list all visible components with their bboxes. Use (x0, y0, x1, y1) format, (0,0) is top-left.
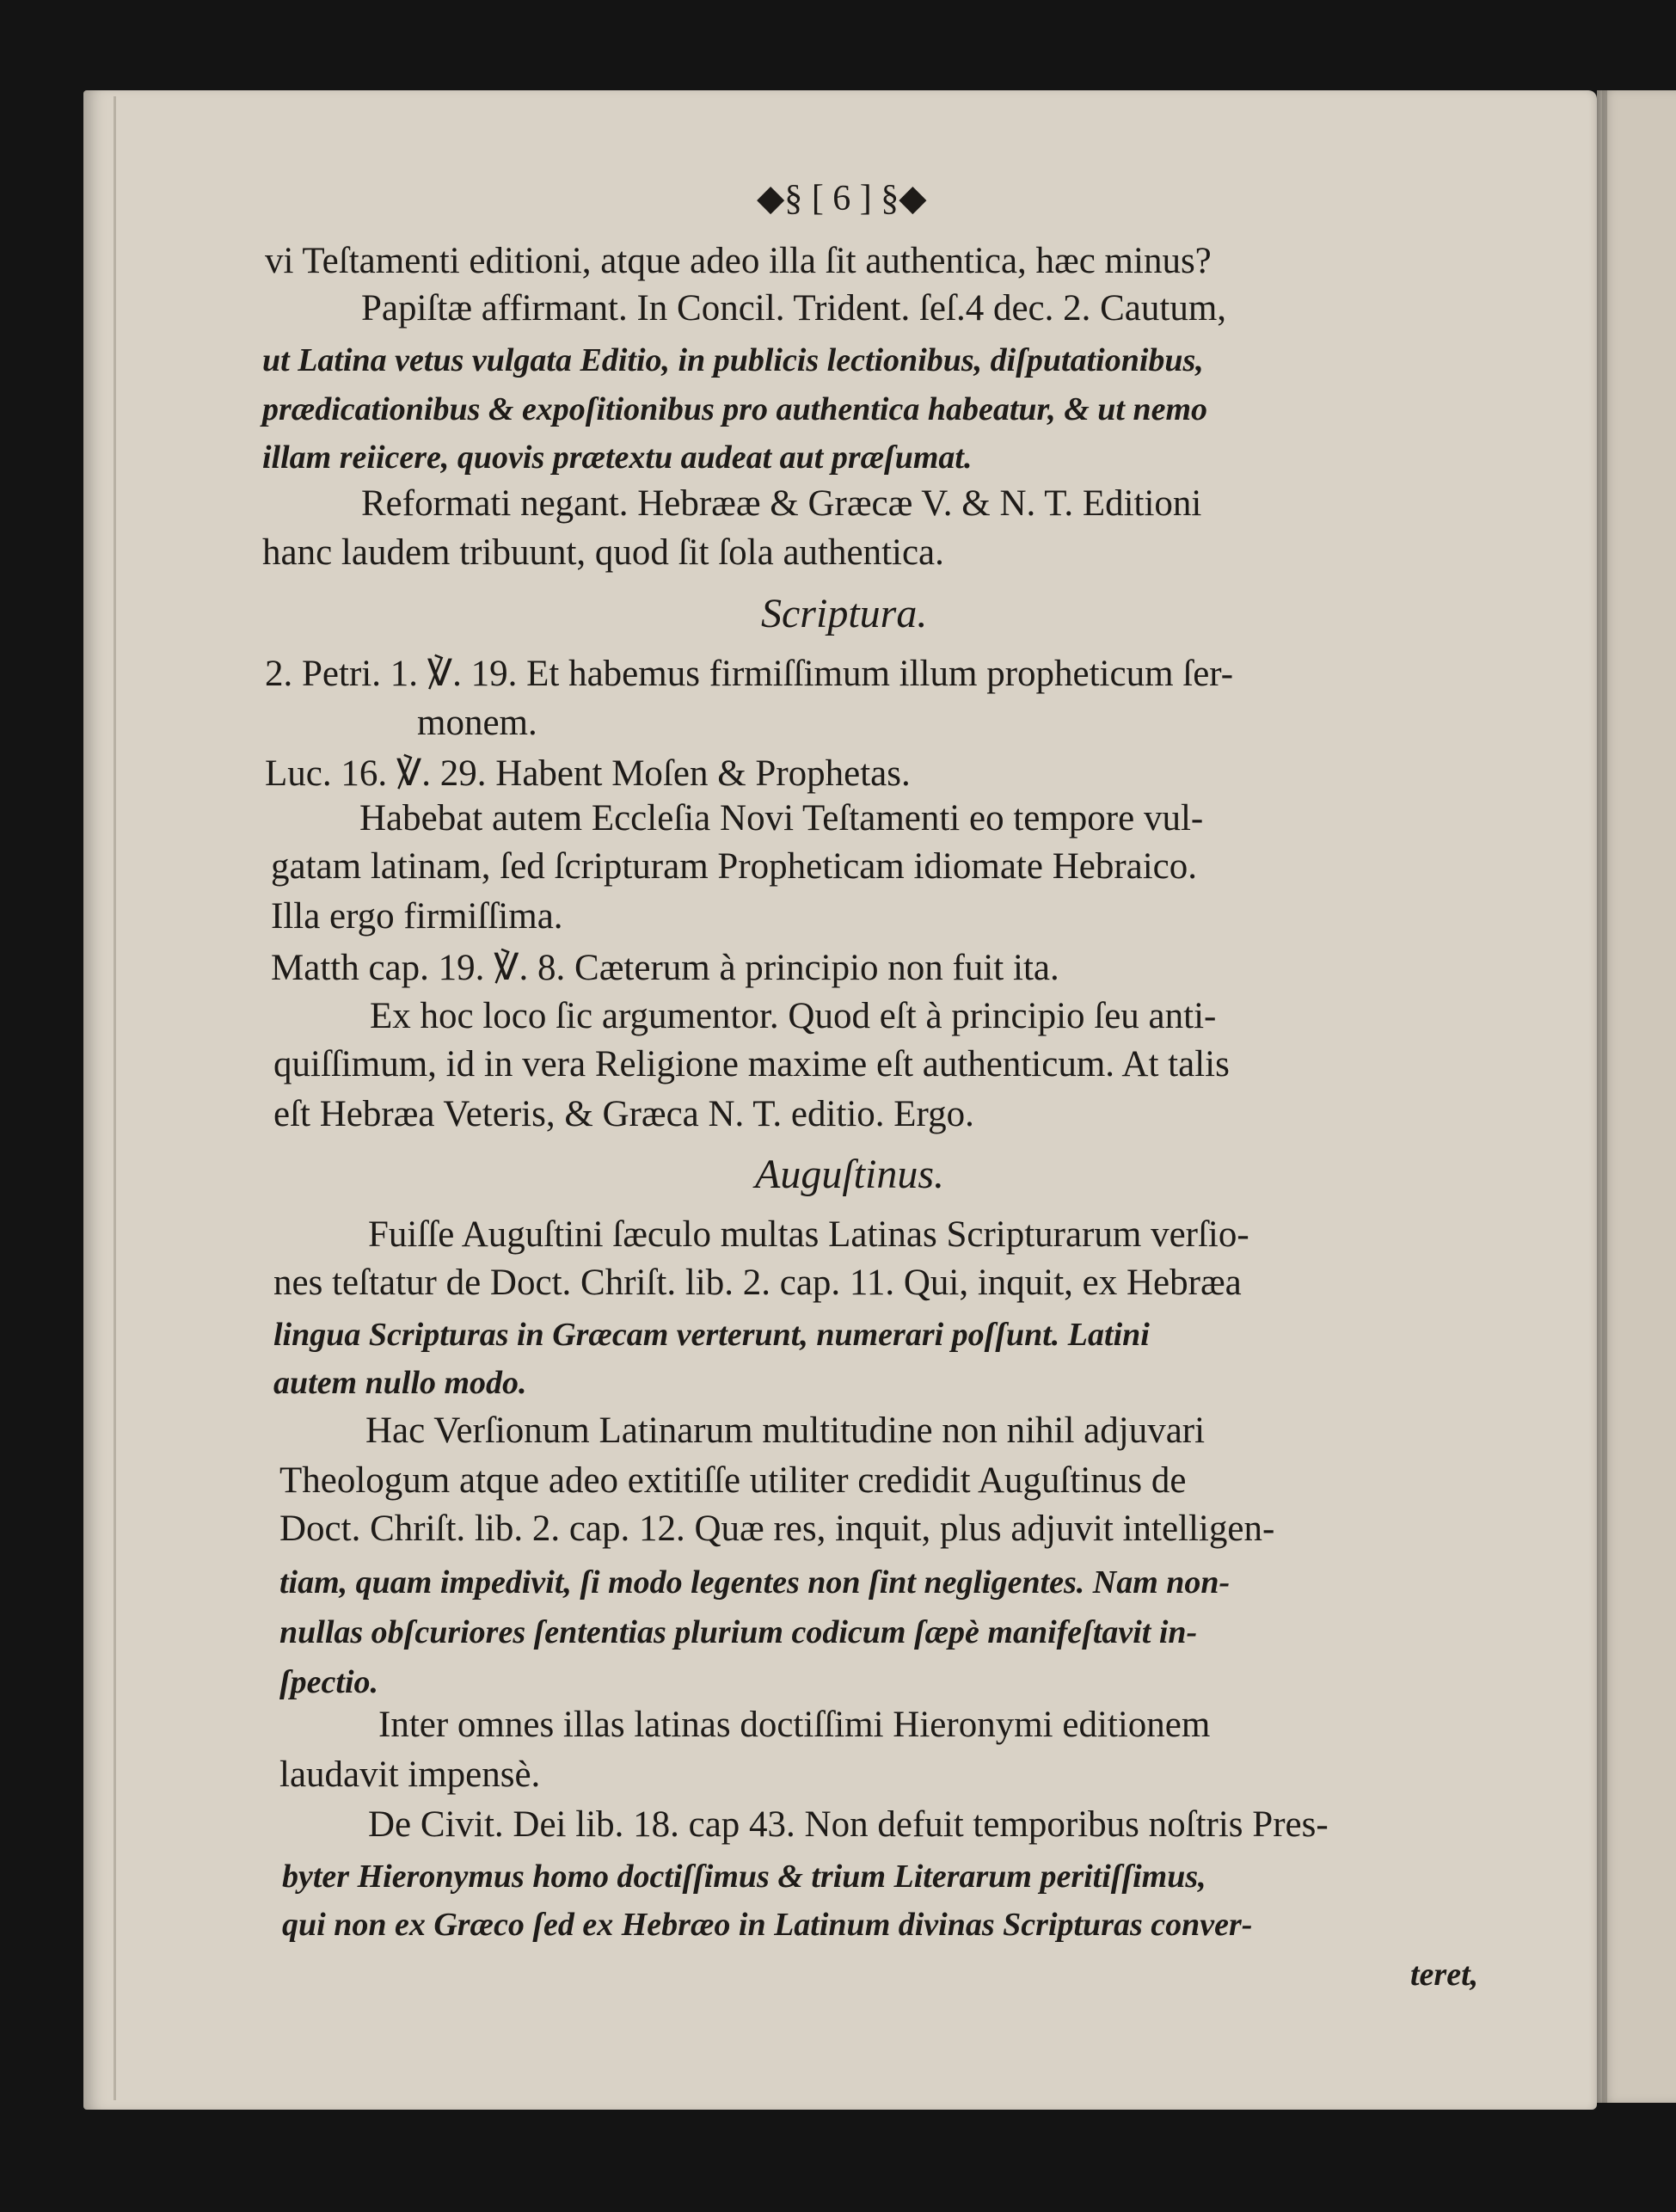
ornament-right: §◆ (881, 179, 927, 218)
text-line: laudavit impensè. (279, 1754, 541, 1795)
text-line: Luc. 16. ℣. 29. Habent Moſen & Prophetas. (265, 753, 911, 794)
text-line-italic: prædicationibus & expoſitionibus pro authentica habeatur, & ut nemo (262, 391, 1208, 427)
text-line: gatam latinam, ſed ſcripturam Propheticam idiomate Hebraico. (271, 846, 1198, 887)
section-heading-scriptura: Scriptura. (761, 591, 928, 636)
section-heading-augustinus: Auguſtinus. (755, 1152, 945, 1197)
text-line: Hac Verſionum Latinarum multitudine non nihil adjuvari (365, 1410, 1206, 1451)
text-line: nes teſtatur de Doct. Chriſt. lib. 2. cap. 11. Qui, inquit, ex Hebræa (273, 1263, 1242, 1303)
ornament-left: ◆§ (757, 179, 803, 218)
text-line: 2. Petri. 1. ℣. 19. Et habemus firmiſſimum illum propheticum ſer- (265, 654, 1234, 694)
text-line: eſt Hebræa Veteris, & Græca N. T. editio. Ergo. (273, 1094, 974, 1134)
text-line: Habebat autem Eccleſia Novi Teſtamenti eo tempore vul- (359, 798, 1204, 839)
text-line: De Civit. Dei lib. 18. cap 43. Non defuit temporibus noſtris Pres- (368, 1804, 1329, 1845)
text-line: Reformati negant. Hebrææ & Græcæ V. & N. T. Editioni (361, 483, 1202, 524)
page-header (757, 176, 927, 219)
text-line-italic: ut Latina vetus vulgata Editio, in publicis lectionibus, diſputationibus, (262, 342, 1204, 378)
text-line-italic: autem nullo modo. (273, 1365, 527, 1401)
adjacent-page-edge (1597, 90, 1676, 2103)
text-line-italic: byter Hieronymus homo doctiſſimus & trium Literarum peritiſſimus, (282, 1859, 1206, 1895)
text-line: Doct. Chriſt. lib. 2. cap. 12. Quæ res, inquit, plus adjuvit intelligen- (279, 1508, 1275, 1549)
text-line: Inter omnes illas latinas doctiſſimi Hieronymi editionem (378, 1705, 1211, 1745)
text-line-italic: nullas obſcuriores ſententias plurium codicum ſæpè manifeſtavit in- (279, 1614, 1198, 1650)
page-gutter (88, 96, 116, 2100)
text-line: Ex hoc loco ſic argumentor. Quod eſt à principio ſeu anti- (370, 996, 1217, 1036)
text-line: Theologum atque adeo extitiſſe utiliter credidit Auguſtinus de (279, 1460, 1187, 1501)
text-line: Fuiſſe Auguſtini ſæculo multas Latinas Scripturarum verſio- (368, 1214, 1249, 1255)
text-line: Matth cap. 19. ℣. 8. Cæterum à principio non fuit ita. (271, 948, 1059, 988)
text-line-italic: illam reiicere, quovis prætextu audeat aut præſumat. (262, 439, 973, 476)
text-line-italic: qui non ex Græco ſed ex Hebræo in Latinum divinas Scripturas conver- (282, 1907, 1253, 1943)
text-line: monem. (417, 703, 537, 743)
text-line: Papiſtæ affirmant. In Concil. Trident. ſeſ.4 dec. 2. Cautum, (361, 288, 1227, 329)
text-line-italic: tiam, quam impedivit, ſi modo legentes non ſint negligentes. Nam non- (279, 1564, 1231, 1601)
text-line: hanc laudem tribuunt, quod ſit ſola authentica. (262, 532, 944, 573)
text-line: quiſſimum, id in vera Religione maxime eſt authenticum. At talis (273, 1044, 1230, 1084)
text-line: Illa ergo firmiſſima. (271, 896, 563, 937)
text-line: vi Teſtamenti editioni, atque adeo illa ſit authentica, hæc minus? (265, 241, 1212, 281)
text-line-italic: ſpectio. (279, 1664, 379, 1700)
catchword: teret, (1410, 1957, 1479, 1993)
page-number: [ 6 ] (811, 179, 872, 218)
text-line-italic: lingua Scripturas in Græcam verterunt, numerari poſſunt. Latini (273, 1317, 1150, 1353)
